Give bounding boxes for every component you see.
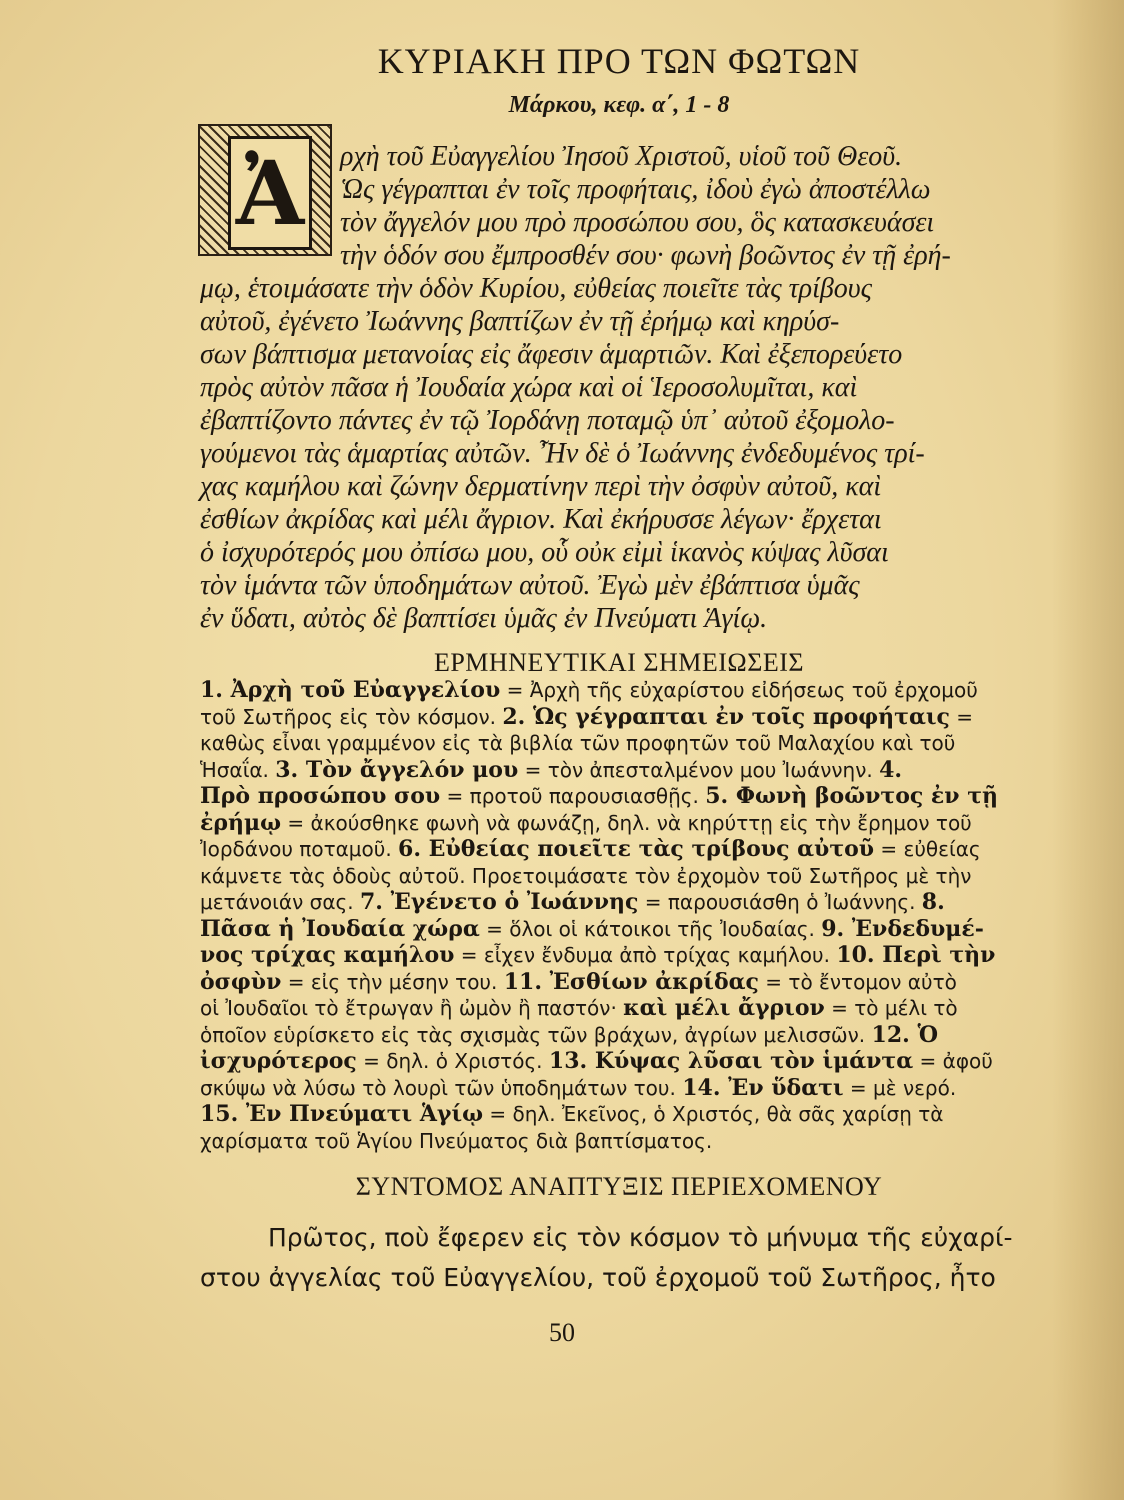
note-term: καὶ μέλι ἄγριον [623,995,825,1021]
note-text: καθὼς εἶναι γραμμένον εἰς τὰ βιβλία τῶν προφητῶν τοῦ Μαλαχίου καὶ τοῦ [200,731,956,755]
note-term: 14. Ἐν ὕδατι [682,1074,844,1101]
note-line [200,915,1040,943]
note-line [200,994,1040,1022]
gospel-line: τὴν ὁδόν σου ἔμπροσθέν σου· φωνὴ βοῶντος ἐν τῇ ἐρή- [340,240,951,271]
page-edge-shadow [1052,0,1124,1500]
page-number: 50 [549,1318,575,1347]
note-term: 15. Ἐν Πνεύματι Ἁγίῳ [200,1101,484,1127]
note-term: 3. Τὸν ἄγγελόν μου [275,756,519,783]
gospel-line: ἐβαπτίζοντο πάντες ἐν τῷ Ἰορδάνῃ ποταμῷ ὑπ᾽ αὐτοῦ ἐξομολο- [200,405,895,436]
note-term: 8. [921,889,945,915]
note-text: = ἀκούσθηκε φωνὴ νὰ φωνάζῃ, δηλ. νὰ κηρύττῃ εἰς τὴν ἔρημον τοῦ [281,810,972,835]
gospel-line: αὐτοῦ, ἐγένετο Ἰωάννης βαπτίζων ἐν τῇ ἐρήμῳ καὶ κηρύσ- [200,306,840,337]
note-line [200,1100,1040,1128]
note-line [200,941,1040,969]
note-text: οἱ Ἰουδαῖοι τὸ ἔτρωγαν ἢ ὠμὸν ἢ παστόν· [200,996,624,1020]
note-text: χαρίσματα τοῦ Ἁγίου Πνεύματος διὰ βαπτίσματος. [200,1128,713,1153]
note-line [200,729,1040,757]
note-line [200,782,1040,810]
ornamental-dropcap [198,124,332,256]
summary-heading: ΣΥΝΤΟΜΟΣ ΑΝΑΠΤΥΞΙΣ ΠΕΡΙΕΧΟΜΕΝΟΥ [355,1172,883,1201]
note-line [200,968,1040,996]
note-line [200,888,1040,916]
note-text: = δηλ. ὁ Χριστός. [356,1049,549,1073]
scripture-reference: Μάρκου, κεφ. α΄, 1 - 8 [508,92,730,118]
note-line [200,835,1040,863]
note-text: σκύψω νὰ λύσω τὸ λουρὶ τῶν ὑποδημάτων του. [200,1075,683,1100]
note-line [200,1021,1040,1049]
note-term: 5. Φωνὴ βοῶντος ἐν τῇ [705,783,999,809]
note-line [200,809,1040,837]
note-term: 10. Περὶ τὴν [836,942,996,968]
note-line [200,756,1040,784]
page-title: ΚΥΡΙΑΚΗ ΠΡΟ ΤΩΝ ΦΩΤΩΝ [377,41,861,81]
note-text: = τὸ μέλι τὸ [824,996,958,1020]
gospel-line: ρχὴ τοῦ Εὐαγγελίου Ἰησοῦ Χριστοῦ, υἱοῦ τοῦ Θεοῦ. [340,141,903,172]
note-term: 12. Ὁ [871,1021,939,1048]
note-term: ἐρήμῳ [200,809,282,836]
note-text: = τὸ ἔντομον αὐτὸ [758,969,957,994]
gospel-line: τὸν ἱμάντα τῶν ὑποδημάτων αὐτοῦ. Ἐγὼ μὲν ἐβάπτισα ὑμᾶς [200,570,860,601]
note-text: = τὸν ἀπεσταλμένον μου Ἰωάννην. [518,757,880,782]
note-text: = [949,704,974,729]
note-line [200,1047,1040,1075]
note-text: = εἰς τὴν μέσην του. [281,969,504,994]
note-term: Πρὸ προσώπου σου [200,783,441,809]
gospel-line: σων βάπτισμα μετανοίας εἰς ἄφεσιν ἁμαρτιῶν. Καὶ ἐξεπορεύετο [200,339,903,370]
gospel-line: μῳ, ἑτοιμάσατε τὴν ὁδὸν Κυρίου, εὐθείας ποιεῖτε τὰς τρίβους [200,273,873,304]
note-line [200,1127,1040,1155]
gospel-line: ἐν ὕδατι, αὐτὸς δὲ βαπτίσει ὑμᾶς ἐν Πνεύματι Ἁγίῳ. [200,603,768,634]
note-term: 11. Ἐσθίων ἀκρίδας [503,968,759,995]
note-text: = παρουσιάσθη ὁ Ἰωάννης. [638,890,922,914]
notes-heading: ΕΡΜΗΝΕΥΤΙΚΑΙ ΣΗΜΕΙΩΣΕΙΣ [433,648,805,677]
note-text: = ἀφοῦ [913,1049,993,1073]
note-text: Ἰορδάνου ποταμοῦ. [200,837,399,861]
note-term: 9. Ἐνδεδυμέ- [821,915,984,942]
note-text: = δηλ. Ἐκεῖνος, ὁ Χριστός, θὰ σᾶς χαρίσῃ τὰ [483,1102,944,1126]
dropcap-letter: Ἀ [228,136,312,250]
note-term: 2. Ὡς γέγραπται ἐν τοῖς προφήταις [502,703,950,730]
gospel-line: ὁ ἰσχυρότερός μου ὀπίσω μου, οὗ οὐκ εἰμὶ ἱκανὸς κύψας λῦσαι [200,537,889,568]
gospel-line: Ὡς γέγραπται ἐν τοῖς προφήταις, ἰδοὺ ἐγὼ ἀποστέλλω [340,174,931,205]
note-text: Ἡσαΐα. [200,757,276,782]
note-term: ἰσχυρότερος [200,1048,357,1074]
gospel-line: γούμενοι τὰς ἁμαρτίας αὐτῶν. Ἦν δὲ ὁ Ἰωάννης ἐνδεδυμένος τρί- [200,438,925,469]
note-term: 1. Ἀρχὴ τοῦ Εὐαγγελίου [200,677,501,703]
note-text: = Ἀρχὴ τῆς εὐχαρίστου εἰδήσεως τοῦ ἐρχομοῦ [500,678,978,702]
note-text: ὁποῖον εὑρίσκετο εἰς τὰς σχισμὰς τῶν βράχων, ἀγρίων μελισσῶν. [200,1022,872,1047]
note-term: νος τρίχας καμήλου [200,942,455,968]
gospel-line: ἐσθίων ἀκρίδας καὶ μέλι ἄγριον. Καὶ ἐκήρυσσε λέγων· ἔρχεται [200,504,882,535]
summary-line: στου ἀγγελίας τοῦ Εὐαγγελίου, τοῦ ἐρχομοῦ τοῦ Σωτῆρος, ἦτο [200,1263,996,1292]
note-text: = εὐθείας [874,837,981,861]
note-text: = μὲ νερό. [843,1075,957,1100]
gospel-line: χας καμήλου καὶ ζώνην δερματίνην περὶ τὴν ὀσφὺν αὐτοῦ, καὶ [200,471,882,502]
summary-line: Πρῶτος, ποὺ ἔφερεν εἰς τὸν κόσμον τὸ μήνυμα τῆς εὐχαρί- [268,1223,1013,1252]
note-text: κάμνετε τὰς ὁδοὺς αὐτοῦ. Προετοιμάσατε τὸν ἐρχομὸν τοῦ Σωτῆρος μὲ τὴν [200,863,972,888]
note-text: = εἶχεν ἔνδυμα ἀπὸ τρίχας καμήλου. [454,943,837,967]
gospel-line: τὸν ἄγγελόν μου πρὸ προσώπου σου, ὃς κατασκευάσει [340,207,935,238]
note-term: 13. Κύψας λῦσαι τὸν ἱμάντα [548,1048,914,1074]
note-term: ὀσφὺν [200,968,282,995]
note-line [200,676,1040,704]
note-text: τοῦ Σωτῆρος εἰς τὸν κόσμον. [200,704,503,729]
note-term: Πᾶσα ἡ Ἰουδαία χώρα [200,915,480,942]
note-term: 6. Εὐθείας ποιεῖτε τὰς τρίβους αὐτοῦ [398,836,875,862]
gospel-line: πρὸς αὐτὸν πᾶσα ἡ Ἰουδαία χώρα καὶ οἱ Ἱεροσολυμῖται, καὶ [200,372,858,403]
note-text: μετάνοιάν σας. [200,890,360,914]
note-line [200,703,1040,731]
note-line [200,1074,1040,1102]
note-term: 4. [879,756,903,783]
note-text: = προτοῦ παρουσιασθῇς. [440,784,706,808]
note-line [200,862,1040,890]
note-text: = ὅλοι οἱ κάτοικοι τῆς Ἰουδαίας. [479,916,822,941]
note-term: 7. Ἐγένετο ὁ Ἰωάννης [359,889,639,915]
